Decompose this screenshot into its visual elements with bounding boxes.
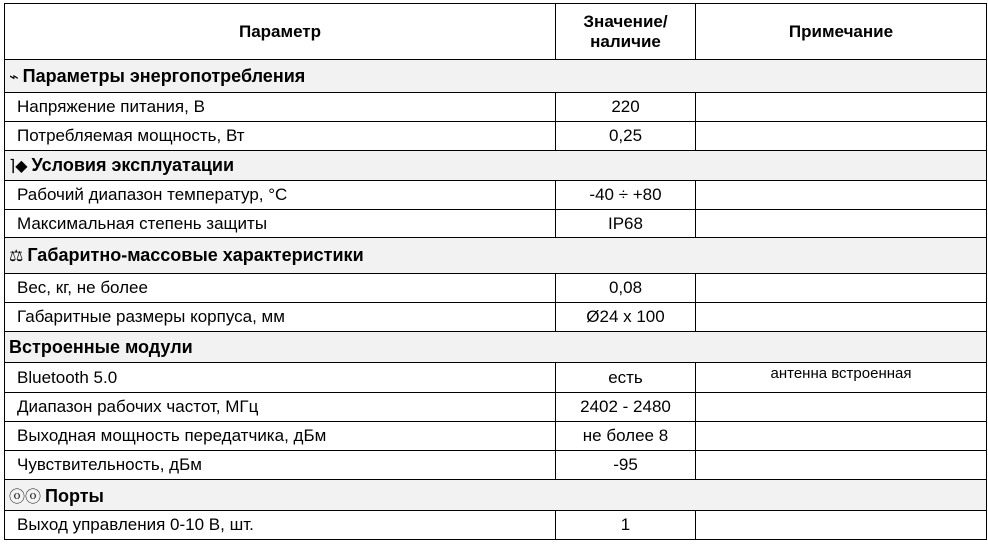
table-row [5, 511, 987, 540]
lightning-icon: ⌁ [9, 68, 19, 86]
param-cell: Выход управления 0-10 В, шт. [5, 511, 556, 540]
section-cell [5, 238, 987, 274]
value-cell: 0,08 [556, 274, 696, 303]
table-row [5, 451, 987, 480]
section-title: Условия эксплуатации [31, 155, 235, 175]
table-row [5, 303, 987, 332]
value-cell: 2402 - 2480 [556, 393, 696, 422]
table-row [5, 274, 987, 303]
table-row [5, 422, 987, 451]
header-param: Параметр [5, 4, 556, 60]
param-cell: Рабочий диапазон температур, °С [5, 181, 556, 210]
note-cell [696, 511, 987, 540]
section-cell [5, 480, 987, 511]
spec-body [5, 60, 987, 540]
section-row [5, 60, 987, 93]
value-cell: 0,25 [556, 122, 696, 151]
value-cell: 1 [556, 511, 696, 540]
param-cell: Выходная мощность передатчика, дБм [5, 422, 556, 451]
header-row [5, 4, 987, 60]
note-cell [696, 393, 987, 422]
table-row [5, 181, 987, 210]
param-cell: Максимальная степень защиты [5, 210, 556, 238]
table-row [5, 363, 987, 393]
section-title: Встроенные модули [9, 336, 193, 357]
value-cell: -40 ÷ +80 [556, 181, 696, 210]
value-cell: не более 8 [556, 422, 696, 451]
section-title: Габаритно-массовые характеристики [27, 245, 364, 265]
section-title: Параметры энергопотребления [22, 65, 306, 86]
param-cell: Диапазон рабочих частот, МГц [5, 393, 556, 422]
param-cell: Bluetooth 5.0 [5, 363, 556, 393]
table-row [5, 93, 987, 122]
section-cell [5, 332, 987, 363]
table-row [5, 122, 987, 151]
section-row [5, 238, 987, 274]
param-cell: Габаритные размеры корпуса, мм [5, 303, 556, 332]
value-cell: IP68 [556, 210, 696, 238]
param-cell: Напряжение питания, В [5, 93, 556, 122]
section-cell [5, 60, 987, 93]
section-cell [5, 151, 987, 181]
table-row [5, 393, 987, 422]
note-cell [696, 210, 987, 238]
scales-icon: ⚖ [9, 248, 24, 265]
spec-table [4, 3, 987, 540]
note-cell [696, 274, 987, 303]
value-cell: 220 [556, 93, 696, 122]
param-cell: Потребляемая мощность, Вт [5, 122, 556, 151]
param-cell: Вес, кг, не более [5, 274, 556, 303]
note-cell [696, 93, 987, 122]
section-row [5, 480, 987, 511]
note-cell [696, 181, 987, 210]
param-cell: Чувствительность, дБм [5, 451, 556, 480]
section-title: Порты [45, 485, 104, 506]
note-cell: антенна встроенная [696, 363, 987, 393]
header-value: Значение/ наличие [556, 4, 696, 60]
note-cell [696, 303, 987, 332]
ports-icon: ⓞⓞ [9, 488, 42, 506]
thermometer-drop-icon: ⌉◆ [9, 158, 28, 175]
header-note: Примечание [696, 4, 987, 60]
note-cell [696, 122, 987, 151]
value-cell: Ø24 x 100 [556, 303, 696, 332]
section-row [5, 151, 987, 181]
section-row [5, 332, 987, 363]
note-cell [696, 422, 987, 451]
value-cell: -95 [556, 451, 696, 480]
note-cell [696, 451, 987, 480]
table-row [5, 210, 987, 238]
value-cell: есть [556, 363, 696, 393]
